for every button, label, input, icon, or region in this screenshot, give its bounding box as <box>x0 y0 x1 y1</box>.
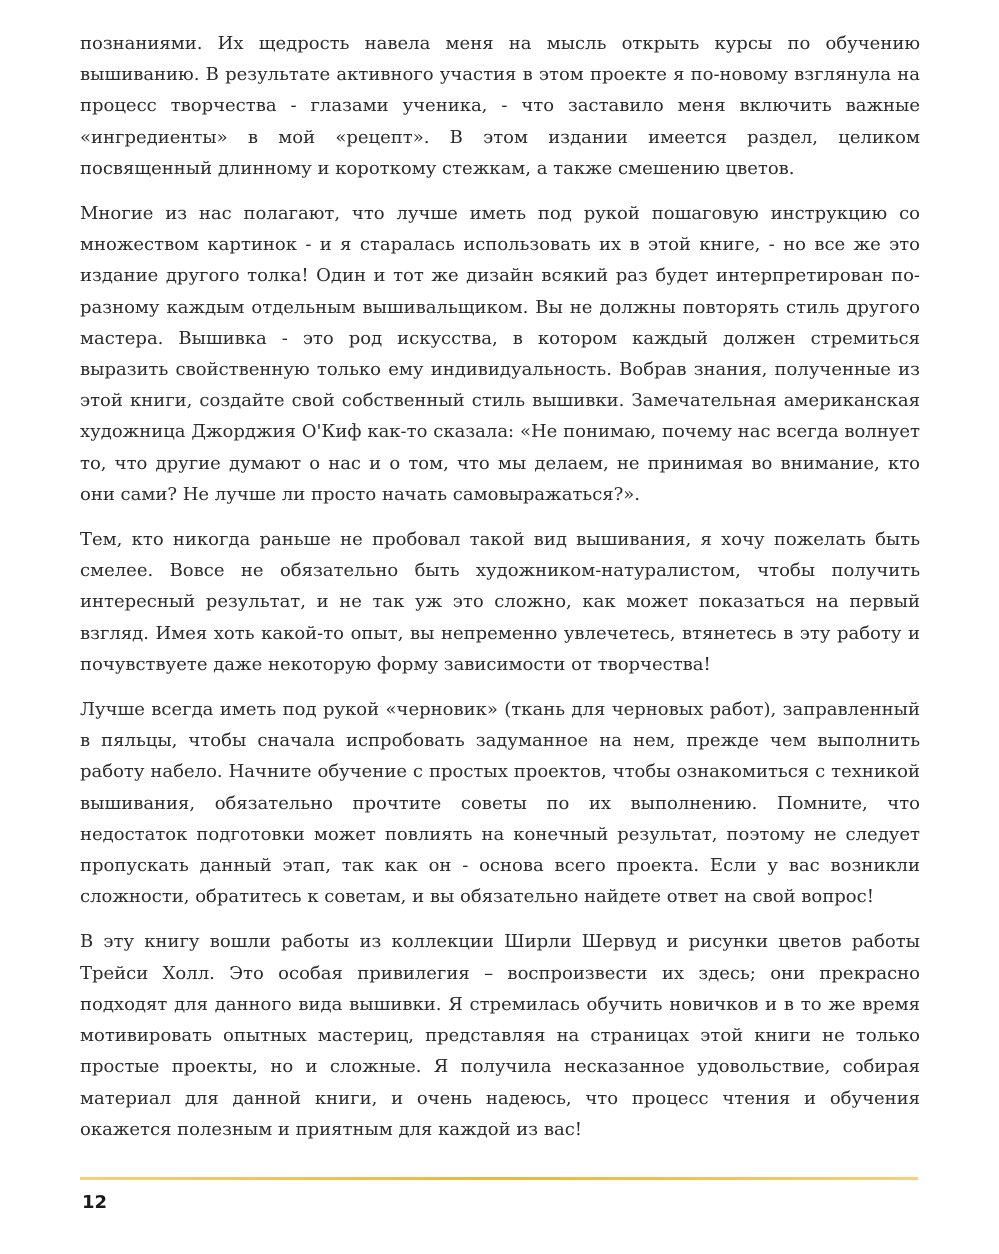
footer-divider <box>80 1177 918 1180</box>
paragraph-5: В эту книгу вошли работы из коллекции Ширли Шервуд и рисунки цветов работы Трейси Холл. Это особая привилегия – воспроизвести их здесь; они прекрасно подходят для данного вида вышивки. Я стремилась обучить новичков и в то же время мотивировать опытных мастериц, представляя на страницах этой книги не только простые проекты, но и сложные. Я получила несказанное удовольствие, собирая материал для данной книги, и очень надеюсь, что процесс чтения и обучения окажется полезным и приятным для каждой из вас! <box>80 931 920 1140</box>
paragraph-2: Многие из нас полагают, что лучше иметь под рукой пошаговую инструкцию со множеством картинок - и я старалась использовать их в этой книге, - но все же это издание другого толка! Один и тот же дизайн всякий раз будет интерпретирован по-разному каждым отдельным вышивальщиком. Вы не должны повторять стиль другого мастера. Вышивка - это род искусства, в котором каждый должен стремиться выразить свойственную только ему индивидуальность. Вобрав знания, полученные из этой книги, создайте свой собственный стиль вышивки. Замечательная американская художница Джорджия О'Киф как-то сказала: «Не понимаю, почему нас всегда волнует то, что другие думают о нас и о том, что мы делаем, не принимая во внимание, кто они сами? Не лучше ли просто начать самовыражаться?». <box>80 203 920 505</box>
body-text <box>80 28 920 1159</box>
paragraph-4: Лучше всегда иметь под рукой «черновик» (ткань для черновых работ), заправленный в пяльцы, чтобы сначала испробовать задуманное на нем, прежде чем выполнить работу набело. Начните обучение с простых проектов, чтобы ознакомиться с техникой вышивания, обязательно прочтите советы по их выполнению. Помните, что недостаток подготовки может повлиять на конечный результат, поэтому не следует пропускать данный этап, так как он - основа всего проекта. Если у вас возникли сложности, обратитесь к советам, и вы обязательно найдете ответ на свой вопрос! <box>80 699 920 908</box>
paragraph-3: Тем, кто никогда раньше не пробовал такой вид вышивания, я хочу пожелать быть смелее. Вовсе не обязательно быть художником-натуралистом, чтобы получить интересный результат, и не так уж это сложно, как может показаться на первый взгляд. Имея хоть какой-то опыт, вы непременно увлечетесь, втянетесь в эту работу и почувствуете даже некоторую форму зависимости от творчества! <box>80 529 920 675</box>
page-number: 12 <box>82 1192 108 1213</box>
paragraph-1: познаниями. Их щедрость навела меня на мысль открыть курсы по обучению вышиванию. В результате активного участия в этом проекте я по-новому взглянула на процесс творчества - глазами ученика, - что заставило меня включить важные «ингредиенты» в мой «рецепт». В этом издании имеется раздел, целиком посвященный длинному и короткому стежкам, а также смешению цветов. <box>80 33 920 179</box>
